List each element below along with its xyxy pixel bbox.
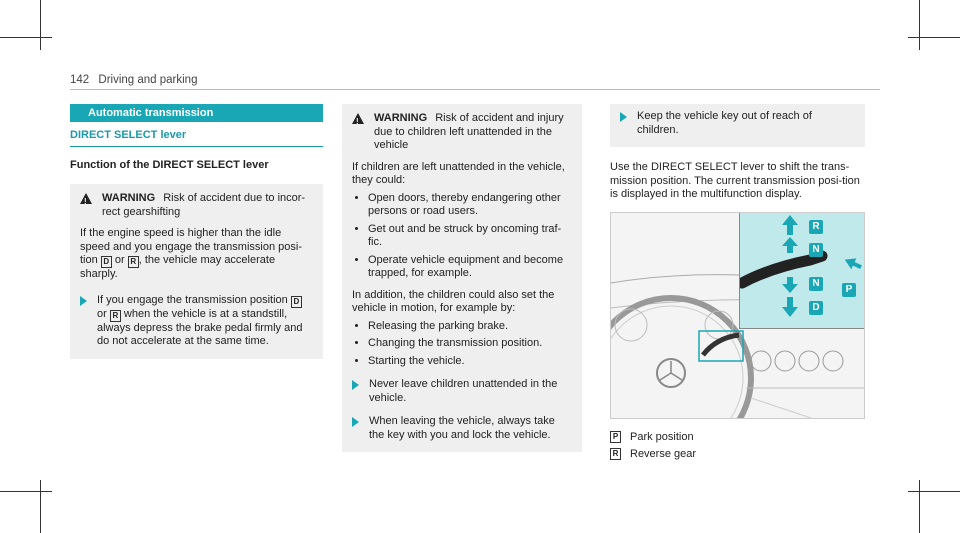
warning-body: If the engine speed is higher than the idle speed and you engage the transmission posi-tion D or R , the vehicle may accelerate sharply. — [80, 227, 302, 280]
subsection-title: DIRECT SELECT lever — [70, 129, 323, 147]
key-r-icon: R — [610, 448, 621, 460]
gear-n-badge: N — [809, 243, 823, 257]
list-item: • Starting the vehicle. — [368, 355, 572, 369]
warning-lead: Risk of accident due to incor-rect gearshifting — [102, 192, 306, 218]
page-header — [70, 74, 197, 86]
list-item: • Releasing the parking brake. — [368, 320, 572, 334]
section-bar: Automatic transmission — [70, 104, 323, 122]
tip: When leaving the vehicle, always take the key with you and lock the vehicle. — [352, 415, 572, 442]
list-item: • Get out and be struck by oncoming traf-fic. — [368, 223, 572, 250]
warning-icon: ! — [352, 113, 364, 124]
crop-mark — [908, 491, 960, 492]
warning-body-2: In addition, the children could also set the vehicle in motion, for example by: — [352, 288, 555, 314]
bullet-list — [352, 192, 572, 281]
legend-label: Reverse gear — [630, 448, 697, 460]
gear-r-badge: R — [809, 220, 823, 234]
legend-label: Park position — [630, 430, 694, 443]
arrow-icon — [620, 112, 627, 122]
warning-title: WARNING — [374, 112, 428, 124]
crop-mark — [40, 0, 41, 50]
tip-box — [610, 104, 865, 147]
tip: Never leave children unattended in the vehicle. — [352, 378, 572, 405]
crop-mark — [40, 480, 41, 533]
crop-mark — [0, 37, 52, 38]
warning-body: If children are left unattended in the vehicle, they could: — [352, 160, 565, 186]
column-2 — [342, 104, 582, 452]
key-d-icon: D — [101, 256, 112, 268]
page-number: 142 — [70, 74, 90, 86]
gear-n-badge: N — [809, 277, 823, 291]
section-title: Driving and parking — [98, 74, 198, 86]
gear-p-badge: P — [842, 283, 856, 297]
list-item: • Open doors, thereby endangering other persons or road users. — [368, 192, 572, 219]
key-r-icon: R — [110, 310, 121, 322]
warning-box — [70, 184, 323, 359]
bullet-list — [352, 320, 572, 369]
tip: If you engage the transmission position D or R when the vehicle is at a standstill, always depress the brake pedal firmly and do not accelerate at the same time. — [80, 294, 313, 349]
key-p-icon: P — [610, 431, 621, 443]
arrow-icon — [352, 417, 359, 427]
key-d-icon: D — [291, 296, 302, 308]
arrow-icon — [80, 296, 87, 306]
crop-mark — [919, 0, 920, 50]
warning-title: WARNING — [102, 192, 156, 204]
lever-diagram — [740, 213, 864, 328]
crop-mark — [0, 491, 52, 492]
lever-inset — [739, 213, 864, 329]
list-item: • Changing the transmission position. — [368, 337, 572, 351]
key-r-icon: R — [128, 256, 139, 268]
arrow-icon — [352, 380, 359, 390]
column-3 — [610, 104, 865, 462]
warning-icon: ! — [80, 193, 92, 204]
warning-lead: Risk of accident and injury due to children left unattended in the vehicle — [374, 112, 564, 151]
crop-mark — [908, 37, 960, 38]
dashboard-illustration — [610, 212, 865, 419]
gear-d-badge: D — [809, 301, 823, 315]
header-divider — [70, 89, 880, 90]
legend-item — [610, 431, 865, 445]
tip: Keep the vehicle key out of reach of children. — [620, 110, 855, 137]
body-text: Use the DIRECT SELECT lever to shift the trans-mission position. The current transmission posi-tion is displayed in the multifunction display. — [610, 161, 860, 200]
function-heading: Function of the DIRECT SELECT lever — [70, 158, 269, 171]
legend-item — [610, 448, 865, 462]
warning-box — [342, 104, 582, 452]
list-item: • Operate vehicle equipment and become trapped, for example. — [368, 254, 572, 281]
column-1 — [70, 104, 323, 359]
crop-mark — [919, 480, 920, 533]
